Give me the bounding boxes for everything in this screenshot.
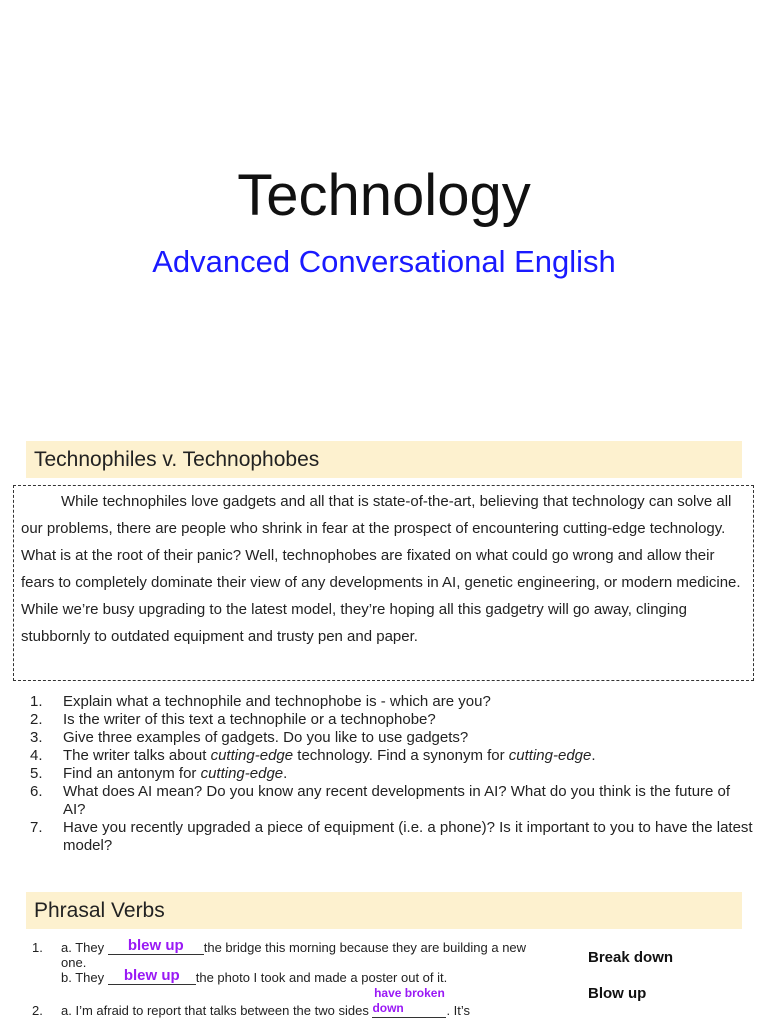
question-item (30, 819, 754, 855)
page-subtitle: Advanced Conversational English (152, 244, 616, 279)
question-number: 3. (30, 729, 43, 746)
question-item (30, 783, 754, 819)
question-item (30, 747, 754, 765)
question-number: 2. (30, 711, 43, 728)
question-item (30, 729, 754, 747)
word-box-item: Blow up (588, 985, 647, 1002)
answer-text: blew up (123, 967, 180, 984)
question-item (30, 765, 754, 783)
exercise-number: 1. (32, 940, 43, 955)
answer-blank[interactable] (108, 967, 196, 985)
section-heading-technophiles: Technophiles v. Technophobes (26, 441, 742, 478)
question-number: 4. (30, 747, 43, 764)
sentence-text: b. They (61, 970, 108, 985)
section-heading-phrasal-verbs: Phrasal Verbs (26, 892, 742, 929)
question-text: Find an antonym for (63, 765, 201, 782)
answer-text: blew up (127, 937, 184, 954)
reading-passage (13, 485, 754, 681)
sentence-text: a. They (61, 940, 108, 955)
question-number: 5. (30, 765, 43, 782)
page-title: Technology (237, 163, 531, 228)
question-text: What does AI mean? Do you know any recent developments in AI? What do you think is the future of AI? (63, 783, 731, 818)
question-text: Is the writer of this text a technophile or a technophobe? (63, 711, 436, 728)
question-text: Explain what a technophile and technophobe is - which are you? (63, 693, 491, 710)
question-item (30, 711, 754, 729)
question-number: 6. (30, 783, 43, 800)
answer-blank[interactable] (372, 986, 446, 1018)
phrasal-verb-exercises (32, 937, 552, 1018)
exercise-sentence (61, 967, 552, 985)
passage-text: While technophiles love gadgets and all that is state-of-the-art, believing that technology can solve all our problems, there are people who shrink in fear at the prospect of encountering cutting-edge technology. What is at the root of their panic? Well, technophobes are fixated on what could go wrong and allow their fears to completely dominate their view of any developments in AI, genetic engineering, or modern medicine. While we’re busy upgrading to the latest model, they’re hoping all this gadgetry will go away, clinging stubbornly to outdated equipment and trusty pen and paper. (21, 493, 741, 645)
question-emphasis: cutting-edge (200, 765, 284, 782)
question-number: 7. (30, 819, 43, 836)
sentence-text: the bridge this morning because they are building a new one. (61, 940, 527, 970)
answer-text-top: have broken (374, 986, 445, 1000)
sentence-text: a. I’m afraid to report that talks between the two sides (61, 1003, 373, 1018)
word-box-item: Break down (588, 949, 674, 966)
question-text: technology. Find a synonym for (293, 747, 509, 764)
question-text: The writer talks about (63, 747, 211, 764)
sentence-text: . It’s (446, 1003, 471, 1018)
exercise-sentence (61, 986, 552, 1018)
exercise-item (32, 937, 552, 985)
discussion-questions (30, 693, 754, 855)
question-item (30, 693, 754, 711)
question-text: . (591, 747, 596, 764)
exercise-number: 2. (32, 1003, 43, 1018)
question-text: Have you recently upgraded a piece of equipment (i.e. a phone)? Is it important to you to have the latest model? (63, 819, 753, 854)
question-text: Give three examples of gadgets. Do you like to use gadgets? (63, 729, 469, 746)
exercise-sentence (61, 937, 552, 970)
question-text: . (283, 765, 288, 782)
answer-blank[interactable] (108, 937, 204, 955)
answer-text: down (372, 1001, 404, 1015)
exercise-item (32, 986, 552, 1018)
question-emphasis: cutting-edge (508, 747, 592, 764)
question-number: 1. (30, 693, 43, 710)
spacer (32, 985, 552, 987)
question-emphasis: cutting-edge (210, 747, 294, 764)
sentence-text: the photo I took and made a poster out of it. (195, 970, 448, 985)
